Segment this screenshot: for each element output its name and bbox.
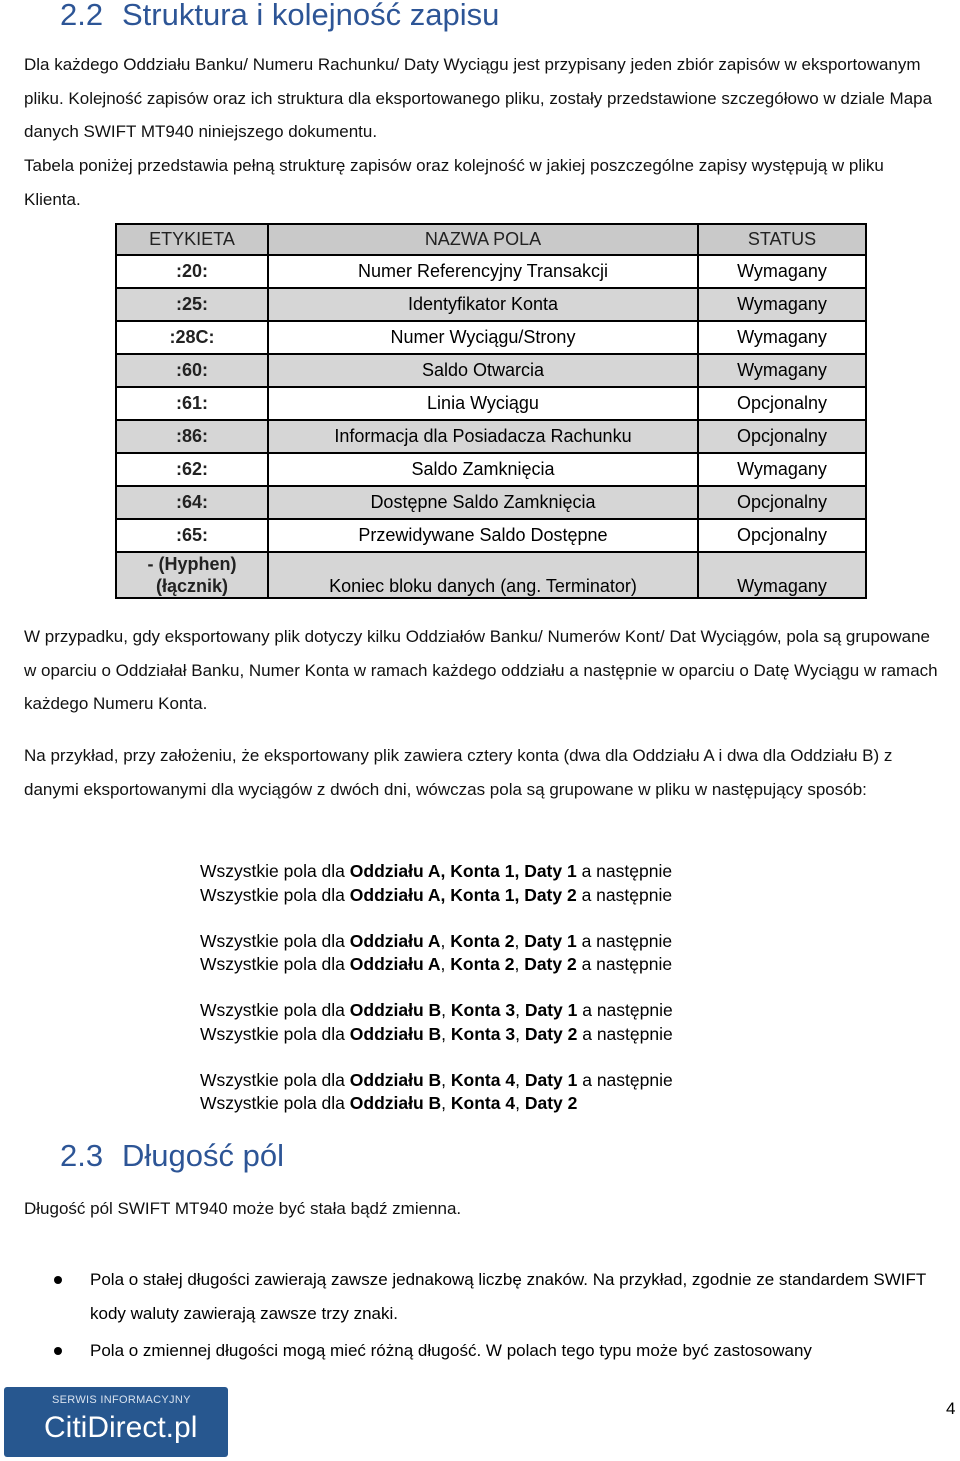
- cell-status: Opcjonalny: [698, 486, 866, 519]
- cell-name: Dostępne Saldo Zamknięcia: [268, 486, 698, 519]
- cell-status: Opcjonalny: [698, 420, 866, 453]
- bullet-text: Pola o stałej długości zawierają zawsze jednakową liczbę znaków. Na przykład, zgodnie ze standardem SWIFT kody waluty zawierają zawsze trzy znaki.: [90, 1270, 926, 1323]
- example-oddzial: Oddziału A: [349, 884, 441, 905]
- example-oddzial: Oddziału B: [349, 1000, 442, 1020]
- cell-name: Numer Referencyjny Transakcji: [268, 255, 698, 288]
- example-group: [200, 930, 673, 977]
- citidirect-logo: [4, 1387, 228, 1457]
- column-header-status: STATUS: [698, 224, 866, 255]
- example-line: [200, 1069, 673, 1093]
- example-group: [200, 999, 673, 1046]
- cell-name: Linia Wyciągu: [268, 387, 698, 420]
- cell-tag: :65:: [116, 519, 268, 552]
- example-line: [200, 953, 673, 977]
- cell-status: Wymagany: [698, 552, 866, 598]
- bullet-icon: [54, 1347, 62, 1355]
- table-row: [116, 387, 866, 420]
- cell-tag: :61:: [116, 387, 268, 420]
- example-suffix: a następnie: [576, 884, 673, 905]
- record-structure-table: [115, 223, 867, 599]
- example-data: Daty 2: [524, 1023, 578, 1044]
- example-oddzial: Oddziału B: [349, 1093, 442, 1113]
- section-2-2-heading: [60, 0, 499, 33]
- example-konto: Konta 2: [450, 954, 515, 974]
- section-number: 2.2: [60, 0, 104, 32]
- example-group: [200, 1069, 673, 1116]
- intro-paragraph-1: Dla każdego Oddziału Banku/ Numeru Rachunku/ Daty Wyciągu jest przypisany jeden zbiór zapisów w eksportowanym pliku. Kolejność zapisów oraz ich struktura dla eksportowanego pliku, zostały przedstawione szczegółowo w dziale Mapa danych SWIFT MT940 niniejszego dokumentu.: [24, 55, 933, 141]
- cell-name: Identyfikator Konta: [268, 288, 698, 321]
- table-row: [116, 420, 866, 453]
- example-sep: ,: [440, 861, 451, 881]
- cell-tag: [116, 552, 268, 598]
- example-prefix: Wszystkie pola dla: [200, 1093, 350, 1113]
- bullet-text: Pola o zmiennej długości mogą mieć różną długość. W polach tego typu może być zastosowany: [90, 1341, 812, 1360]
- grouping-paragraph-1: W przypadku, gdy eksportowany plik dotyczy kilku Oddziałów Banku/ Numerów Kont/ Dat Wyciągów, pola są grupowane w oparciu o Oddziałał Banku, Numer Konta w ramach każdego oddziału a następnie w oparciu o Datę Wyciągu w ramach każdego Numeru Konta.: [24, 627, 938, 713]
- section-number: 2.3: [60, 1138, 104, 1173]
- example-prefix: Wszystkie pola dla: [200, 930, 350, 951]
- cell-status: Wymagany: [698, 453, 866, 486]
- table-row: [116, 552, 866, 598]
- example-sep: ,: [441, 1023, 451, 1044]
- example-suffix: a następnie: [577, 1000, 673, 1020]
- cell-tag: :60:: [116, 354, 268, 387]
- cell-tag: :62:: [116, 453, 268, 486]
- example-prefix: Wszystkie pola dla: [200, 884, 350, 905]
- field-length-intro: Długość pól SWIFT MT940 może być stała bądź zmienna.: [24, 1199, 462, 1218]
- logo-wordmark: CitiDirect.pl: [44, 1411, 198, 1444]
- example-suffix: a następnie: [577, 1069, 673, 1090]
- cell-tag: :25:: [116, 288, 268, 321]
- column-header-name: NAZWA POLA: [268, 224, 698, 255]
- cell-name: Numer Wyciągu/Strony: [268, 321, 698, 354]
- table-row: [116, 354, 866, 387]
- cell-tag: :64:: [116, 486, 268, 519]
- example-oddzial: Oddziału A: [349, 954, 441, 974]
- example-sep: ,: [441, 1000, 451, 1020]
- example-data: Daty 2: [524, 954, 577, 974]
- column-header-tag: ETYKIETA: [116, 224, 268, 255]
- cell-tag: :20:: [116, 255, 268, 288]
- cell-name: Informacja dla Posiadacza Rachunku: [268, 420, 698, 453]
- example-sep: ,: [441, 1069, 451, 1090]
- cell-status: Wymagany: [698, 288, 866, 321]
- cell-status: Wymagany: [698, 321, 866, 354]
- list-item: [24, 1263, 940, 1330]
- logo-caption: SERWIS INFORMACYJNY: [52, 1394, 191, 1406]
- cell-name: Koniec bloku danych (ang. Terminator): [268, 552, 698, 598]
- section-title: Długość pól: [122, 1138, 284, 1173]
- example-prefix: Wszystkie pola dla: [200, 1023, 350, 1044]
- example-oddzial: Oddziału A: [349, 861, 441, 881]
- example-sep: ,: [515, 1000, 525, 1020]
- table-row: [116, 255, 866, 288]
- example-line: [200, 884, 673, 908]
- section-2-3-heading: [60, 1138, 284, 1174]
- cell-tag: :86:: [116, 420, 268, 453]
- example-data: Daty 1: [524, 1000, 578, 1020]
- example-konto: Konta 1: [450, 861, 515, 881]
- example-sep: ,: [514, 861, 525, 881]
- cell-tag: :28C:: [116, 321, 268, 354]
- bullet-icon: [54, 1276, 62, 1284]
- example-line: [200, 1023, 673, 1047]
- grouping-example-list: [200, 860, 673, 1138]
- table-row: [116, 486, 866, 519]
- example-line: [200, 860, 673, 884]
- example-group: [200, 860, 673, 907]
- example-sep: ,: [440, 930, 451, 951]
- list-item: [24, 1334, 940, 1368]
- cell-status: Wymagany: [698, 255, 866, 288]
- example-sep: ,: [440, 954, 451, 974]
- example-oddzial: Oddziału B: [349, 1069, 442, 1090]
- example-data: Daty 1: [524, 861, 577, 881]
- example-suffix: a następnie: [576, 954, 673, 974]
- example-suffix: a następnie: [576, 861, 673, 881]
- example-data: Daty 2: [524, 1093, 578, 1113]
- example-sep: ,: [515, 1069, 525, 1090]
- example-konto: Konta 1: [450, 884, 515, 905]
- example-sep: ,: [514, 930, 525, 951]
- example-sep: ,: [514, 884, 525, 905]
- example-data: Daty 1: [524, 1069, 578, 1090]
- example-konto: Konta 2: [450, 930, 515, 951]
- example-oddzial: Oddziału A: [349, 930, 441, 951]
- cell-name: Saldo Otwarcia: [268, 354, 698, 387]
- page-number: 4: [946, 1399, 956, 1418]
- example-konto: Konta 3: [450, 1023, 516, 1044]
- cell-status: Opcjonalny: [698, 519, 866, 552]
- example-data: Daty 1: [524, 930, 577, 951]
- example-line: [200, 1092, 673, 1116]
- example-suffix: a następnie: [577, 1023, 673, 1044]
- example-prefix: Wszystkie pola dla: [200, 1069, 350, 1090]
- section-title: Struktura i kolejność zapisu: [122, 0, 500, 32]
- cell-status: Opcjonalny: [698, 387, 866, 420]
- intro-paragraph-2: Tabela poniżej przedstawia pełną strukturę zapisów oraz kolejność w jakiej poszczególne zapisy występują w pliku Klienta.: [24, 156, 884, 209]
- example-suffix: a następnie: [576, 930, 673, 951]
- example-data: Daty 2: [524, 884, 577, 905]
- cell-tag-line: - (Hyphen): [147, 554, 237, 574]
- cell-name: Saldo Zamknięcia: [268, 453, 698, 486]
- example-sep: ,: [441, 1093, 451, 1113]
- example-sep: ,: [440, 884, 451, 905]
- example-prefix: Wszystkie pola dla: [200, 954, 350, 974]
- field-length-bullet-list: [24, 1263, 940, 1368]
- grouping-paragraph-2: Na przykład, przy założeniu, że eksportowany plik zawiera cztery konta (dwa dla Oddziału A i dwa dla Oddziału B) z danymi eksportowanymi dla wyciągów z dwóch dni, wówczas pola są grupowane w pliku w następujący sposób:: [24, 746, 893, 799]
- example-line: [200, 930, 673, 954]
- table-row: [116, 519, 866, 552]
- example-line: [200, 999, 673, 1023]
- example-sep: ,: [515, 1093, 525, 1113]
- table-row: [116, 453, 866, 486]
- example-sep: ,: [514, 954, 525, 974]
- cell-status: Wymagany: [698, 354, 866, 387]
- example-prefix: Wszystkie pola dla: [200, 861, 350, 881]
- example-prefix: Wszystkie pola dla: [200, 1000, 350, 1020]
- table-row: [116, 321, 866, 354]
- table-row: [116, 288, 866, 321]
- example-sep: ,: [515, 1023, 525, 1044]
- example-konto: Konta 3: [450, 1000, 516, 1020]
- example-oddzial: Oddziału B: [349, 1023, 442, 1044]
- example-konto: Konta 4: [450, 1069, 516, 1090]
- table-header-row: [116, 224, 866, 255]
- example-konto: Konta 4: [450, 1093, 516, 1113]
- cell-name: Przewidywane Saldo Dostępne: [268, 519, 698, 552]
- cell-tag-line: (łącznik): [155, 576, 229, 596]
